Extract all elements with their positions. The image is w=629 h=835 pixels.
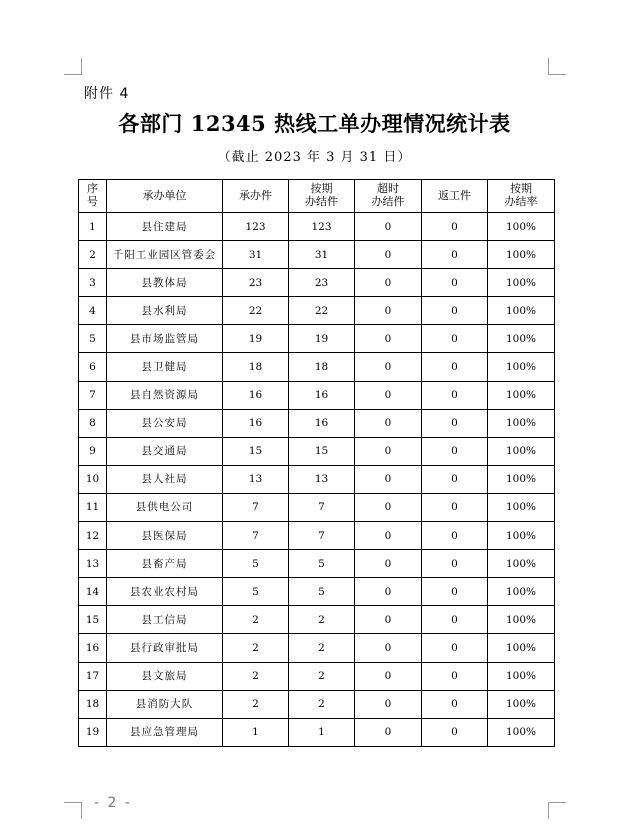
cell-ontime-done: 18	[289, 353, 355, 381]
cell-received: 31	[223, 241, 289, 269]
header-line: 办结率	[504, 195, 538, 208]
cell-overdue-done: 0	[355, 409, 422, 437]
cell-received: 22	[223, 297, 289, 325]
cell-index: 4	[79, 297, 107, 325]
crop-mark-bl-h	[64, 802, 82, 803]
header-line: 按期	[510, 182, 532, 196]
crop-mark-br-h	[548, 802, 566, 803]
cell-ontime-done: 2	[289, 662, 355, 690]
header-line: 返工件	[438, 188, 471, 202]
cell-received: 1	[223, 718, 289, 746]
cell-index: 8	[79, 409, 107, 437]
header-received	[223, 180, 289, 213]
crop-mark-tr-v	[548, 58, 549, 75]
header-line: 号	[87, 195, 98, 208]
cell-rework: 0	[422, 325, 488, 353]
cell-unit: 县公安局	[107, 409, 223, 437]
cell-ontime-done: 16	[289, 409, 355, 437]
cell-ontime-rate: 100%	[488, 325, 555, 353]
cell-ontime-done: 2	[289, 690, 355, 718]
table-header-row	[79, 180, 555, 213]
cell-overdue-done: 0	[355, 690, 422, 718]
table-row	[79, 578, 555, 606]
cell-rework: 0	[422, 493, 488, 521]
cell-overdue-done: 0	[355, 381, 422, 409]
cell-rework: 0	[422, 662, 488, 690]
crop-mark-tl-h	[64, 74, 82, 75]
header-ontime-rate	[488, 180, 555, 213]
cell-overdue-done: 0	[355, 241, 422, 269]
header-rework	[422, 180, 488, 213]
cell-rework: 0	[422, 718, 488, 746]
cell-ontime-done: 31	[289, 241, 355, 269]
cell-index: 17	[79, 662, 107, 690]
cell-overdue-done: 0	[355, 437, 422, 465]
cell-ontime-rate: 100%	[488, 437, 555, 465]
cell-ontime-done: 1	[289, 718, 355, 746]
crop-mark-tl-v	[81, 58, 82, 75]
cell-rework: 0	[422, 381, 488, 409]
cell-ontime-done: 15	[289, 437, 355, 465]
table-row	[79, 437, 555, 465]
cell-index: 11	[79, 493, 107, 521]
cell-unit: 县工信局	[107, 606, 223, 634]
cell-ontime-rate: 100%	[488, 718, 555, 746]
cell-ontime-done: 19	[289, 325, 355, 353]
cell-index: 16	[79, 634, 107, 662]
table-row	[79, 409, 555, 437]
cell-unit: 县行政审批局	[107, 634, 223, 662]
cell-received: 2	[223, 690, 289, 718]
cell-ontime-rate: 100%	[488, 634, 555, 662]
cell-unit: 县畜产局	[107, 550, 223, 578]
cell-received: 15	[223, 437, 289, 465]
cell-received: 18	[223, 353, 289, 381]
cell-ontime-rate: 100%	[488, 606, 555, 634]
cell-received: 123	[223, 213, 289, 241]
cell-index: 18	[79, 690, 107, 718]
cell-index: 12	[79, 522, 107, 550]
cell-overdue-done: 0	[355, 662, 422, 690]
cell-overdue-done: 0	[355, 522, 422, 550]
table-row	[79, 493, 555, 521]
cell-overdue-done: 0	[355, 465, 422, 493]
cell-unit: 千阳工业园区管委会	[107, 241, 223, 269]
cell-index: 3	[79, 269, 107, 297]
cell-unit: 县农业农村局	[107, 578, 223, 606]
table-row	[79, 522, 555, 550]
cell-ontime-done: 16	[289, 381, 355, 409]
cell-received: 2	[223, 634, 289, 662]
cell-rework: 0	[422, 634, 488, 662]
cell-index: 15	[79, 606, 107, 634]
cell-received: 16	[223, 409, 289, 437]
cell-overdue-done: 0	[355, 578, 422, 606]
header-ontime-done	[289, 180, 355, 213]
cell-rework: 0	[422, 409, 488, 437]
cell-overdue-done: 0	[355, 718, 422, 746]
header-overdue-done	[355, 180, 422, 213]
cell-ontime-rate: 100%	[488, 297, 555, 325]
cell-unit: 县住建局	[107, 213, 223, 241]
cell-index: 5	[79, 325, 107, 353]
document-title: 各部门 12345 热线工单办理情况统计表	[118, 111, 511, 136]
cell-received: 5	[223, 550, 289, 578]
cell-overdue-done: 0	[355, 606, 422, 634]
table-row	[79, 325, 555, 353]
cell-unit: 县供电公司	[107, 493, 223, 521]
cell-unit: 县文旅局	[107, 662, 223, 690]
table-row	[79, 718, 555, 746]
header-line: 超时	[377, 182, 399, 196]
cell-index: 19	[79, 718, 107, 746]
table-body	[79, 213, 555, 747]
cell-ontime-done: 2	[289, 606, 355, 634]
cell-overdue-done: 0	[355, 213, 422, 241]
cell-overdue-done: 0	[355, 634, 422, 662]
page-number: - 2 -	[94, 795, 132, 811]
cell-unit: 县卫健局	[107, 353, 223, 381]
cell-rework: 0	[422, 297, 488, 325]
cell-received: 5	[223, 578, 289, 606]
cell-rework: 0	[422, 353, 488, 381]
header-line: 按期	[310, 182, 333, 196]
cell-overdue-done: 0	[355, 297, 422, 325]
cell-ontime-done: 123	[289, 213, 355, 241]
cell-unit: 县应急管理局	[107, 718, 223, 746]
header-line: 办结件	[371, 195, 405, 208]
cell-index: 10	[79, 465, 107, 493]
header-unit	[107, 180, 223, 213]
cell-index: 13	[79, 550, 107, 578]
cell-ontime-done: 5	[289, 550, 355, 578]
cell-unit: 县交通局	[107, 437, 223, 465]
document-subtitle: （截止 2023 年 3 月 31 日）	[217, 150, 412, 165]
cell-ontime-rate: 100%	[488, 493, 555, 521]
cell-ontime-rate: 100%	[488, 578, 555, 606]
cell-overdue-done: 0	[355, 550, 422, 578]
header-index	[79, 180, 107, 213]
cell-rework: 0	[422, 241, 488, 269]
cell-rework: 0	[422, 437, 488, 465]
cell-received: 7	[223, 522, 289, 550]
cell-ontime-done: 13	[289, 465, 355, 493]
header-line: 序	[87, 182, 98, 196]
cell-ontime-done: 2	[289, 634, 355, 662]
table-row	[79, 465, 555, 493]
cell-unit: 县人社局	[107, 465, 223, 493]
cell-ontime-rate: 100%	[488, 409, 555, 437]
cell-unit: 县市场监管局	[107, 325, 223, 353]
cell-ontime-done: 23	[289, 269, 355, 297]
table-row	[79, 662, 555, 690]
cell-index: 14	[79, 578, 107, 606]
cell-unit: 县消防大队	[107, 690, 223, 718]
table-row	[79, 353, 555, 381]
cell-ontime-rate: 100%	[488, 213, 555, 241]
table-row	[79, 634, 555, 662]
cell-ontime-rate: 100%	[488, 353, 555, 381]
cell-rework: 0	[422, 690, 488, 718]
cell-unit: 县水利局	[107, 297, 223, 325]
cell-rework: 0	[422, 269, 488, 297]
cell-rework: 0	[422, 465, 488, 493]
header-line: 承办单位	[142, 188, 187, 202]
table-row	[79, 269, 555, 297]
cell-overdue-done: 0	[355, 353, 422, 381]
cell-received: 23	[223, 269, 289, 297]
table-row	[79, 213, 555, 241]
cell-ontime-done: 7	[289, 493, 355, 521]
cell-ontime-rate: 100%	[488, 465, 555, 493]
cell-index: 2	[79, 241, 107, 269]
cell-ontime-rate: 100%	[488, 690, 555, 718]
crop-mark-tr-h	[548, 74, 566, 75]
cell-unit: 县医保局	[107, 522, 223, 550]
cell-received: 2	[223, 606, 289, 634]
cell-rework: 0	[422, 550, 488, 578]
cell-ontime-rate: 100%	[488, 550, 555, 578]
header-line: 承办件	[239, 188, 272, 202]
cell-received: 7	[223, 493, 289, 521]
cell-ontime-done: 22	[289, 297, 355, 325]
cell-received: 16	[223, 381, 289, 409]
table-row	[79, 241, 555, 269]
cell-ontime-rate: 100%	[488, 241, 555, 269]
cell-ontime-done: 7	[289, 522, 355, 550]
cell-received: 2	[223, 662, 289, 690]
attachment-label: 附件 4	[84, 86, 130, 102]
cell-ontime-done: 5	[289, 578, 355, 606]
table-row	[79, 297, 555, 325]
statistics-table	[78, 179, 555, 747]
cell-rework: 0	[422, 522, 488, 550]
cell-unit: 县自然资源局	[107, 381, 223, 409]
cell-overdue-done: 0	[355, 325, 422, 353]
cell-overdue-done: 0	[355, 269, 422, 297]
cell-rework: 0	[422, 606, 488, 634]
cell-ontime-rate: 100%	[488, 269, 555, 297]
crop-mark-bl-v	[81, 802, 82, 819]
cell-ontime-rate: 100%	[488, 662, 555, 690]
cell-unit: 县教体局	[107, 269, 223, 297]
cell-index: 6	[79, 353, 107, 381]
header-line: 办结件	[305, 195, 338, 208]
cell-index: 9	[79, 437, 107, 465]
cell-rework: 0	[422, 213, 488, 241]
cell-index: 1	[79, 213, 107, 241]
table-row	[79, 550, 555, 578]
cell-overdue-done: 0	[355, 493, 422, 521]
table-row	[79, 381, 555, 409]
cell-ontime-rate: 100%	[488, 381, 555, 409]
table-row	[79, 690, 555, 718]
table-row	[79, 606, 555, 634]
crop-mark-br-v	[548, 802, 549, 819]
cell-index: 7	[79, 381, 107, 409]
cell-rework: 0	[422, 578, 488, 606]
cell-ontime-rate: 100%	[488, 522, 555, 550]
cell-received: 19	[223, 325, 289, 353]
cell-received: 13	[223, 465, 289, 493]
